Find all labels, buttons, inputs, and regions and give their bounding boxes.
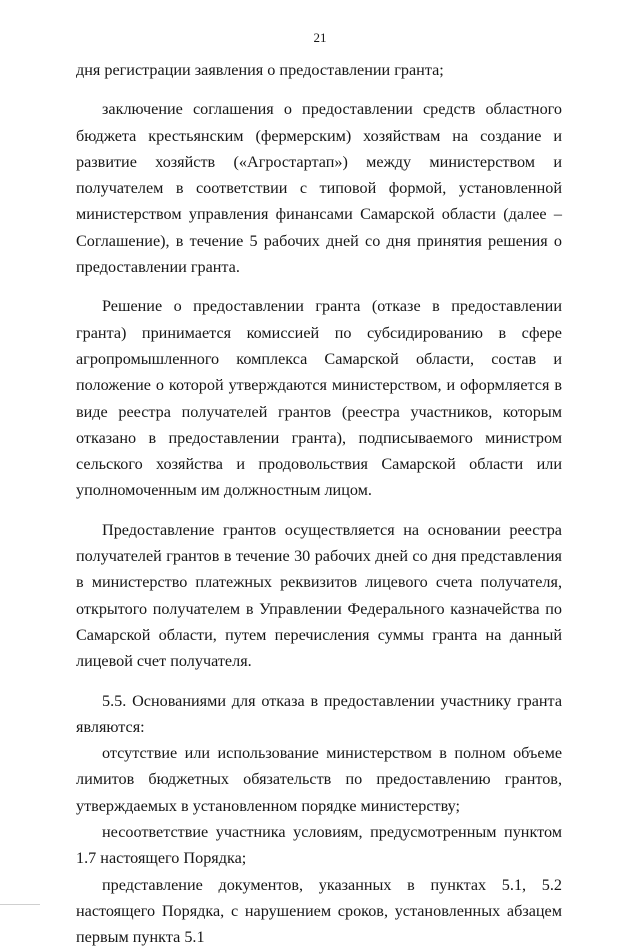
paragraph-late-documents: представление документов, указанных в пунктах 5.1, 5.2 настоящего Порядка, с нарушением сроков, установленных абзацем первым пункта 5.1 bbox=[76, 875, 562, 947]
paragraph-non-compliance: несоответствие участника условиям, предусмотренным пунктом 1.7 настоящего Порядка; bbox=[76, 823, 562, 868]
document-body bbox=[76, 57, 562, 951]
paragraph-grant-provision: Предоставление грантов осуществляется на основании реестра получателей грантов в течение 30 рабочих дней со дня представления в министерство платежных реквизитов лицевого счета получателя, открытого получателем в Управлении Федерального казначейства по Самарской области, путем перечисления суммы гранта на данный лицевой счет получателя. bbox=[76, 520, 562, 671]
paragraph-grant-decision: Решение о предоставлении гранта (отказе в предоставлении гранта) принимается комиссией по субсидированию в сфере агропромышленного комплекса Самарской области, состав и положение о которой утверждаются министерством, и оформляется в виде реестра получателей грантов (реестра участников, которым отказано в предоставлении гранта), подписываемого министром сельского хозяйства и продовольствия Самарской области или уполномоченным им должностным лицом. bbox=[76, 297, 562, 500]
paragraph-limits-absence: отсутствие или использование министерством в полном объеме лимитов бюджетных обязательств по предоставлению грантов, утверждаемых в установленном порядке министерству; bbox=[76, 744, 562, 815]
paragraph-registration-day: дня регистрации заявления о предоставлении гранта; bbox=[76, 61, 444, 79]
paragraph-agreement: заключение соглашения о предоставлении средств областного бюджета крестьянским (фермерским) хозяйствам на создание и развитие хозяйств («Агростартап») между министерством и получателем в соответствии с типовой формой, установленной министерством управления финансами Самарской области (далее – Соглашение), в течение 5 рабочих дней со дня принятия решения о предоставлении гранта. bbox=[76, 100, 562, 277]
paragraph-refusal-grounds: 5.5. Основаниями для отказа в предоставлении участнику гранта являются: bbox=[76, 691, 562, 736]
page-number: 21 bbox=[313, 30, 327, 45]
